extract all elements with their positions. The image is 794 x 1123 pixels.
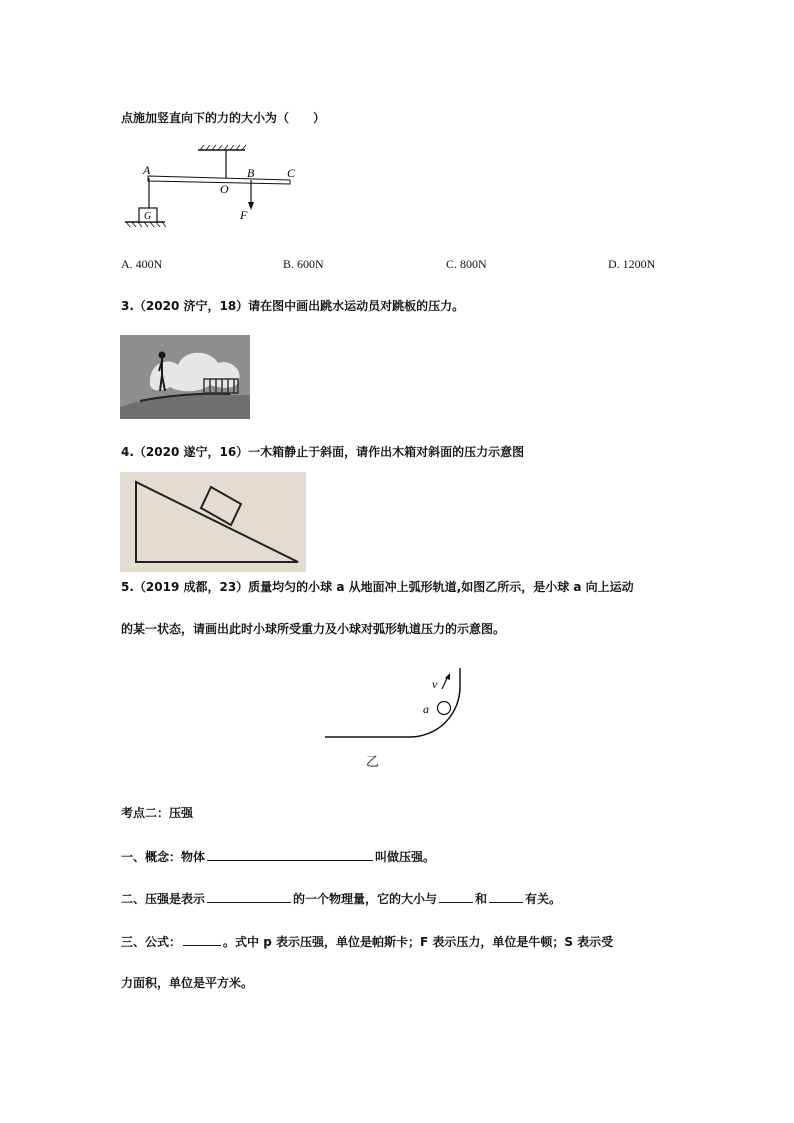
concept-line [121,848,435,865]
question-3: 3.（2020 济宁，18）请在图中画出跳水运动员对跳板的压力。 [121,299,465,313]
figure-caption-yi: 乙 [366,755,380,770]
option-b: B. 600N [283,257,324,271]
label-F: F [240,208,248,222]
meaning-prefix: 二、压强是表示 [121,892,206,906]
label-C: C [287,166,296,180]
label-B: B [247,166,255,180]
meaning-suffix: 有关。 [525,892,562,906]
blank-meaning[interactable] [207,890,291,903]
arc-track-diagram [320,668,480,748]
label-G: G [144,211,152,222]
option-d: D. 1200N [608,257,656,271]
meaning-line [121,890,561,907]
lever-diagram [120,140,310,235]
blank-formula[interactable] [183,933,221,946]
diver-photo [120,335,250,419]
question-stem: 点施加竖直向下的力的大小为（ ） [121,111,326,125]
question-5-line2: 的某一状态，请画出此时小球所受重力及小球对弧形轨道压力的示意图。 [121,622,506,636]
formula-line-2: 力面积，单位是平方米。 [121,976,254,990]
blank-factor-2[interactable] [489,890,523,903]
concept-prefix: 一、概念：物体 [121,850,206,864]
label-O: O [220,182,229,196]
concept-suffix: 叫做压强。 [375,850,436,864]
option-a: A. 400N [121,257,163,271]
formula-line [121,933,613,950]
formula-prefix: 三、公式： [121,935,182,949]
label-A: A [143,163,151,177]
question-5-line1: 5.（2019 成都，23）质量均匀的小球 a 从地面冲上弧形轨道,如图乙所示，是小球 a 向上运动 [121,580,634,594]
option-c: C. 800N [446,257,487,271]
label-v: v [432,677,438,691]
meaning-and: 和 [475,892,488,906]
blank-factor-1[interactable] [439,890,473,903]
label-a: a [423,702,429,716]
question-4: 4.（2020 遂宁，16）一木箱静止于斜面，请作出木箱对斜面的压力示意图 [121,445,525,459]
formula-suffix: 。式中 p 表示压强，单位是帕斯卡；F 表示压力，单位是牛顿；S 表示受 [223,935,614,949]
meaning-mid: 的一个物理量，它的大小与 [293,892,438,906]
incline-diagram [120,472,306,572]
section-heading: 考点二：压强 [121,806,194,820]
blank-concept[interactable] [207,848,373,861]
